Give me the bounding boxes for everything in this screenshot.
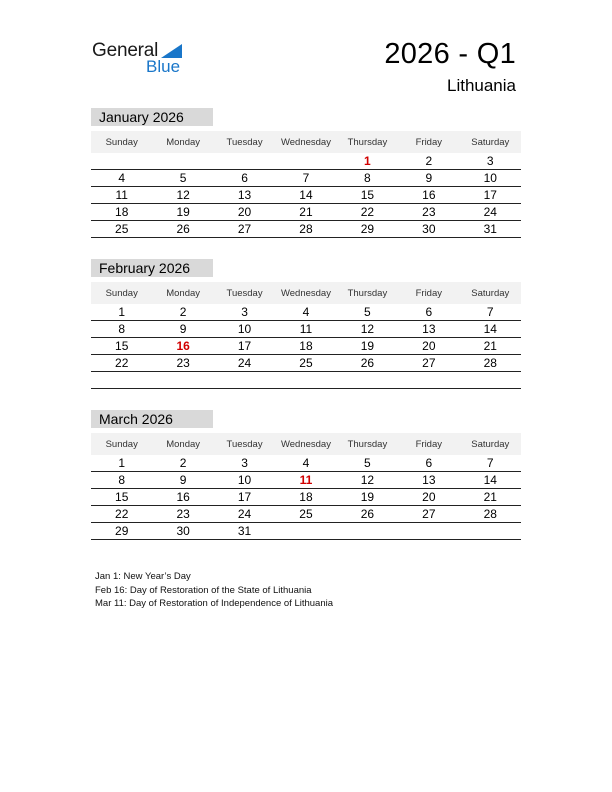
day-cell: 21: [460, 338, 521, 355]
day-cell: 14: [275, 187, 336, 204]
week-row: [91, 372, 521, 389]
holiday-note: Feb 16: Day of Restoration of the State of Lithuania: [95, 584, 312, 596]
day-cell: 23: [152, 355, 213, 372]
day-cell: 9: [152, 321, 213, 338]
weekday-header: Friday: [398, 282, 459, 304]
weekday-header: Sunday: [91, 282, 152, 304]
day-cell: 20: [398, 489, 459, 506]
day-cell: [275, 372, 336, 389]
day-cell: 18: [275, 338, 336, 355]
day-cell: 19: [337, 489, 398, 506]
day-cell: [275, 153, 336, 170]
day-cell: 11: [275, 472, 336, 489]
day-cell: 27: [214, 221, 275, 238]
logo-general-text: General: [92, 40, 159, 61]
month-label: March 2026: [91, 410, 213, 428]
day-cell: 16: [152, 489, 213, 506]
day-cell: 26: [337, 506, 398, 523]
day-cell: 24: [214, 506, 275, 523]
day-cell: [460, 372, 521, 389]
month-label: January 2026: [91, 108, 213, 126]
day-cell: 7: [460, 455, 521, 472]
country-name: Lithuania: [446, 76, 516, 95]
generalblue-logo: [92, 40, 192, 80]
day-cell: 4: [275, 304, 336, 321]
day-cell: [337, 372, 398, 389]
week-row: [91, 489, 521, 506]
weekday-header: Thursday: [337, 282, 398, 304]
day-cell: 18: [275, 489, 336, 506]
calendar-grid: [91, 433, 521, 540]
day-cell: 6: [398, 455, 459, 472]
weekday-header: Saturday: [460, 433, 521, 455]
week-row: [91, 523, 521, 540]
weekday-header: Sunday: [91, 131, 152, 153]
day-cell: [398, 372, 459, 389]
day-cell: 22: [91, 355, 152, 372]
week-row: [91, 455, 521, 472]
weekday-header: Thursday: [337, 433, 398, 455]
day-cell: 8: [91, 321, 152, 338]
day-cell: 24: [460, 204, 521, 221]
weekday-header: Saturday: [460, 282, 521, 304]
day-cell: [152, 153, 213, 170]
day-cell: 28: [460, 506, 521, 523]
day-cell: 2: [152, 455, 213, 472]
day-cell: 13: [398, 321, 459, 338]
day-cell: 26: [152, 221, 213, 238]
day-cell: 20: [214, 204, 275, 221]
day-cell: 15: [91, 338, 152, 355]
day-cell: 28: [275, 221, 336, 238]
day-cell: 11: [275, 321, 336, 338]
weekday-header: Sunday: [91, 433, 152, 455]
weekday-header: Wednesday: [275, 433, 336, 455]
weekday-header: Monday: [152, 282, 213, 304]
day-cell: 29: [91, 523, 152, 540]
day-cell: 8: [337, 170, 398, 187]
week-row: [91, 472, 521, 489]
day-cell: 6: [398, 304, 459, 321]
day-cell: 12: [337, 321, 398, 338]
page-title: 2026 - Q1: [384, 38, 516, 70]
day-cell: 10: [460, 170, 521, 187]
day-cell: 3: [214, 304, 275, 321]
day-cell: 25: [91, 221, 152, 238]
day-cell: 20: [398, 338, 459, 355]
weekday-header: Wednesday: [275, 282, 336, 304]
week-row: [91, 153, 521, 170]
holiday-notes: [95, 570, 333, 611]
day-cell: 30: [398, 221, 459, 238]
week-row: [91, 321, 521, 338]
day-cell: 31: [460, 221, 521, 238]
week-row: [91, 221, 521, 238]
day-cell: 11: [91, 187, 152, 204]
day-cell: 3: [214, 455, 275, 472]
day-cell: 6: [214, 170, 275, 187]
day-cell: 14: [460, 321, 521, 338]
day-cell: 22: [91, 506, 152, 523]
day-cell: 14: [460, 472, 521, 489]
day-cell: 9: [398, 170, 459, 187]
day-cell: 15: [337, 187, 398, 204]
weekday-header: Saturday: [460, 131, 521, 153]
day-cell: 19: [152, 204, 213, 221]
day-cell: 24: [214, 355, 275, 372]
weekday-header: Monday: [152, 433, 213, 455]
day-cell: [152, 372, 213, 389]
weekday-header: Friday: [398, 131, 459, 153]
day-cell: 31: [214, 523, 275, 540]
day-cell: 16: [152, 338, 213, 355]
weekday-header: Friday: [398, 433, 459, 455]
day-cell: 25: [275, 355, 336, 372]
day-cell: 5: [152, 170, 213, 187]
day-cell: 8: [91, 472, 152, 489]
day-cell: [214, 153, 275, 170]
day-cell: 9: [152, 472, 213, 489]
day-cell: 21: [460, 489, 521, 506]
day-cell: 25: [275, 506, 336, 523]
day-cell: 1: [91, 455, 152, 472]
day-cell: [91, 372, 152, 389]
day-cell: 18: [91, 204, 152, 221]
month-january: [91, 108, 521, 238]
weekday-header-row: [91, 131, 521, 153]
day-cell: 10: [214, 321, 275, 338]
week-row: [91, 204, 521, 221]
day-cell: 13: [214, 187, 275, 204]
day-cell: 3: [460, 153, 521, 170]
day-cell: 4: [275, 455, 336, 472]
weekday-header: Monday: [152, 131, 213, 153]
day-cell: 2: [398, 153, 459, 170]
day-cell: 1: [337, 153, 398, 170]
day-cell: 16: [398, 187, 459, 204]
week-row: [91, 355, 521, 372]
day-cell: 12: [152, 187, 213, 204]
month-march: [91, 410, 521, 540]
day-cell: 7: [275, 170, 336, 187]
day-cell: 10: [214, 472, 275, 489]
day-cell: 1: [91, 304, 152, 321]
weekday-header-row: [91, 433, 521, 455]
day-cell: [398, 523, 459, 540]
day-cell: [91, 153, 152, 170]
weekday-header: Tuesday: [214, 282, 275, 304]
month-february: [91, 259, 521, 389]
day-cell: 22: [337, 204, 398, 221]
day-cell: [460, 523, 521, 540]
week-row: [91, 304, 521, 321]
day-cell: 29: [337, 221, 398, 238]
week-row: [91, 170, 521, 187]
day-cell: [337, 523, 398, 540]
calendar-grid: [91, 131, 521, 238]
day-cell: 7: [460, 304, 521, 321]
day-cell: 19: [337, 338, 398, 355]
day-cell: 5: [337, 304, 398, 321]
day-cell: 27: [398, 355, 459, 372]
weekday-header: Tuesday: [214, 131, 275, 153]
day-cell: [275, 523, 336, 540]
logo-triangle-icon: [161, 44, 182, 58]
day-cell: 17: [460, 187, 521, 204]
day-cell: 23: [398, 204, 459, 221]
week-row: [91, 187, 521, 204]
weekday-header-row: [91, 282, 521, 304]
day-cell: [214, 372, 275, 389]
day-cell: 17: [214, 338, 275, 355]
weekday-header: Wednesday: [275, 131, 336, 153]
day-cell: 12: [337, 472, 398, 489]
day-cell: 17: [214, 489, 275, 506]
day-cell: 4: [91, 170, 152, 187]
week-row: [91, 338, 521, 355]
day-cell: 21: [275, 204, 336, 221]
day-cell: 27: [398, 506, 459, 523]
day-cell: 5: [337, 455, 398, 472]
day-cell: 28: [460, 355, 521, 372]
weekday-header: Thursday: [337, 131, 398, 153]
logo-blue-text: Blue: [146, 57, 181, 76]
week-row: [91, 506, 521, 523]
holiday-note: Mar 11: Day of Restoration of Independence of Lithuania: [95, 598, 334, 609]
day-cell: 13: [398, 472, 459, 489]
day-cell: 15: [91, 489, 152, 506]
holiday-note: Jan 1: New Year’s Day: [95, 571, 191, 582]
day-cell: 2: [152, 304, 213, 321]
calendar-grid: [91, 282, 521, 389]
day-cell: 23: [152, 506, 213, 523]
weekday-header: Tuesday: [214, 433, 275, 455]
day-cell: 26: [337, 355, 398, 372]
day-cell: 30: [152, 523, 213, 540]
month-label: February 2026: [91, 259, 213, 277]
